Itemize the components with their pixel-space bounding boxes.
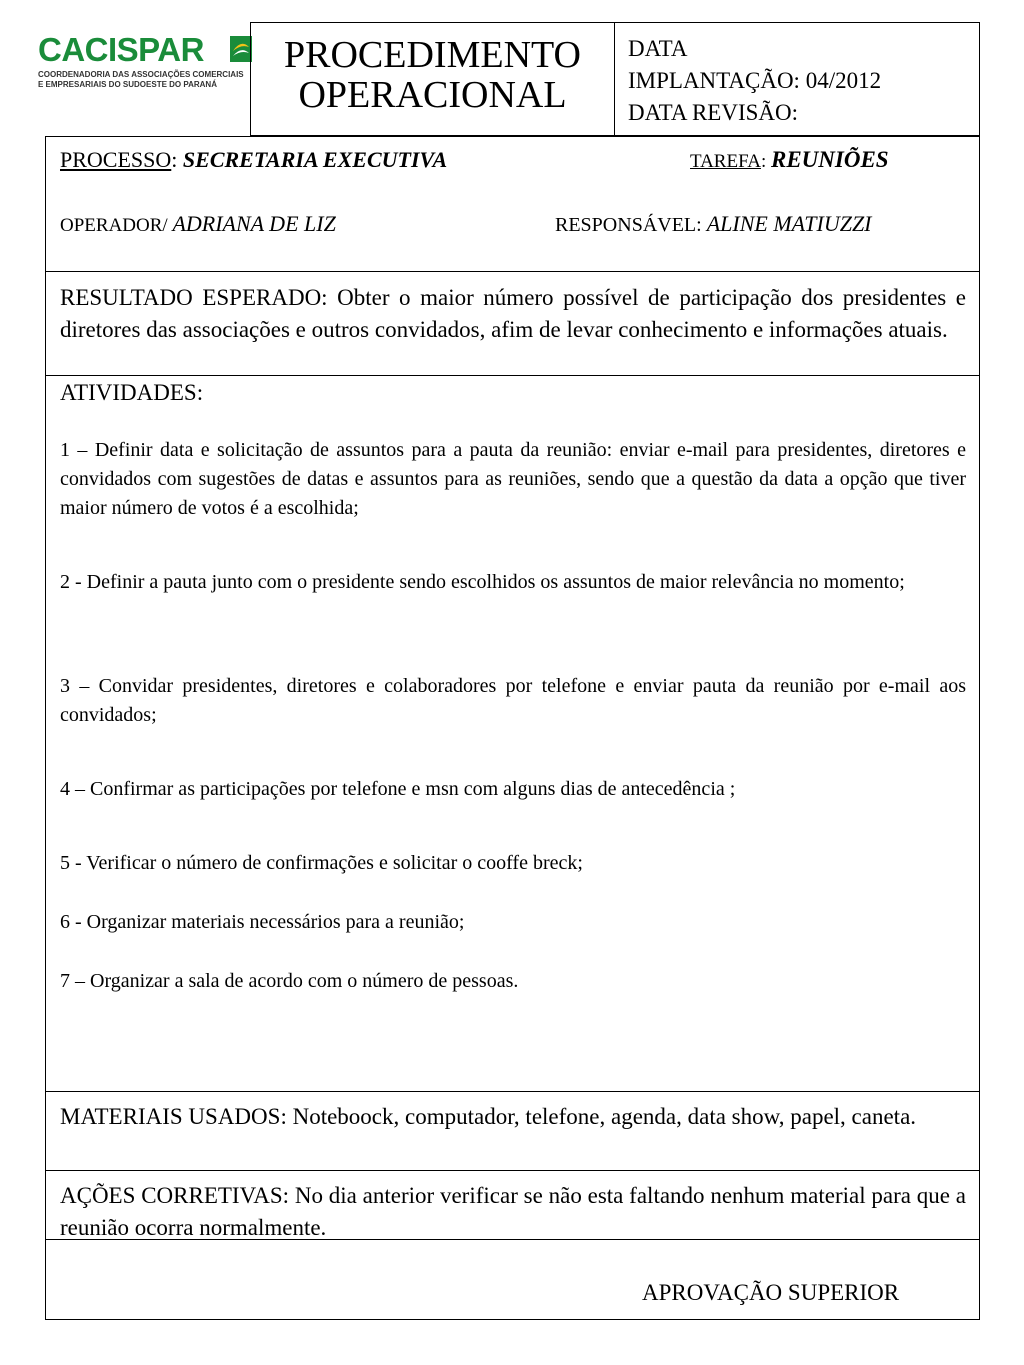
responsible-label: RESPONSÁVEL: — [555, 214, 707, 236]
process-field — [60, 147, 447, 173]
activities-title: ATIVIDADES: — [60, 380, 204, 405]
logo-emblem-icon — [230, 36, 252, 62]
logo-subtitle: COORDENADORIA DAS ASSOCIAÇÕES COMERCIAIS E EMPRESARIAIS DO SUDOESTE DO PARANÁ — [38, 70, 244, 89]
title-line-2: OPERACIONAL — [298, 74, 567, 116]
activity-item: 7 – Organizar a sala de acordo com o número de pessoas. — [60, 970, 519, 992]
title-line-1: PROCEDIMENTO — [284, 34, 581, 76]
approval-label: APROVAÇÃO SUPERIOR — [642, 1280, 900, 1305]
responsible-value: ALINE MATIUZZI — [706, 211, 872, 236]
activity-item: 1 – Definir data e solicitação de assuntos para a pauta da reunião: enviar e-mail para presidentes, diretores e convidados com sugestões de datas e assuntos para as reuniões, sendo que a questão da data a opção que tiver maior número de votos é a escolhida; — [60, 439, 966, 519]
implantation-date: IMPLANTAÇÃO: 04/2012 — [628, 68, 882, 93]
responsible-field — [555, 211, 872, 237]
approval-section — [45, 1239, 980, 1320]
activity-item: 6 - Organizar materiais necessários para a reunião; — [60, 911, 465, 933]
materials-text: MATERIAIS USADOS: Noteboock, computador, telefone, agenda, data show, papel, caneta. — [60, 1104, 917, 1129]
task-value: REUNIÕES — [771, 147, 889, 172]
activity-item: 5 - Verificar o número de confirmações e solicitar o cooffe breck; — [60, 852, 583, 874]
corrective-actions-section — [45, 1170, 980, 1240]
activity-item: 4 – Confirmar as participações por telefone e msn com alguns dias de antecedência ; — [60, 778, 736, 800]
process-value: SECRETARIA EXECUTIVA — [182, 147, 448, 172]
activities-section — [45, 375, 980, 1092]
task-separator: : — [760, 151, 771, 172]
company-logo — [34, 30, 252, 100]
logo-wordmark: CACISPAR — [38, 31, 204, 68]
date-info-cell — [614, 22, 980, 136]
activity-item: 3 – Convidar presidentes, diretores e colaboradores por telefone e enviar pauta da reunião por e-mail aos convidados; — [60, 675, 966, 726]
operator-label: OPERADOR/ — [60, 215, 173, 236]
task-label: TAREFA — [690, 151, 761, 172]
date-label: DATA — [628, 36, 688, 61]
process-separator: : — [171, 147, 183, 172]
process-label: PROCESSO — [60, 147, 172, 172]
corrective-actions-text: AÇÕES CORRETIVAS: No dia anterior verificar se não esta faltando nenhum material para que a reunião ocorra normalmente. — [60, 1183, 966, 1240]
materials-section — [45, 1091, 980, 1171]
expected-result-section — [45, 271, 980, 376]
process-section — [45, 136, 980, 272]
operator-value: ADRIANA DE LIZ — [172, 211, 336, 236]
document-title-cell — [250, 22, 615, 136]
activity-item: 2 - Definir a pauta junto com o presidente sendo escolhidos os assuntos de maior relevância no momento; — [60, 571, 905, 593]
task-field — [690, 147, 889, 173]
expected-result-text: RESULTADO ESPERADO: Obter o maior número possível de participação dos presidentes e diretores das associações e outros convidados, afim de levar conhecimento e informações atuais. — [60, 285, 966, 342]
revision-date: DATA REVISÃO: — [628, 100, 799, 125]
operator-field — [60, 211, 336, 237]
